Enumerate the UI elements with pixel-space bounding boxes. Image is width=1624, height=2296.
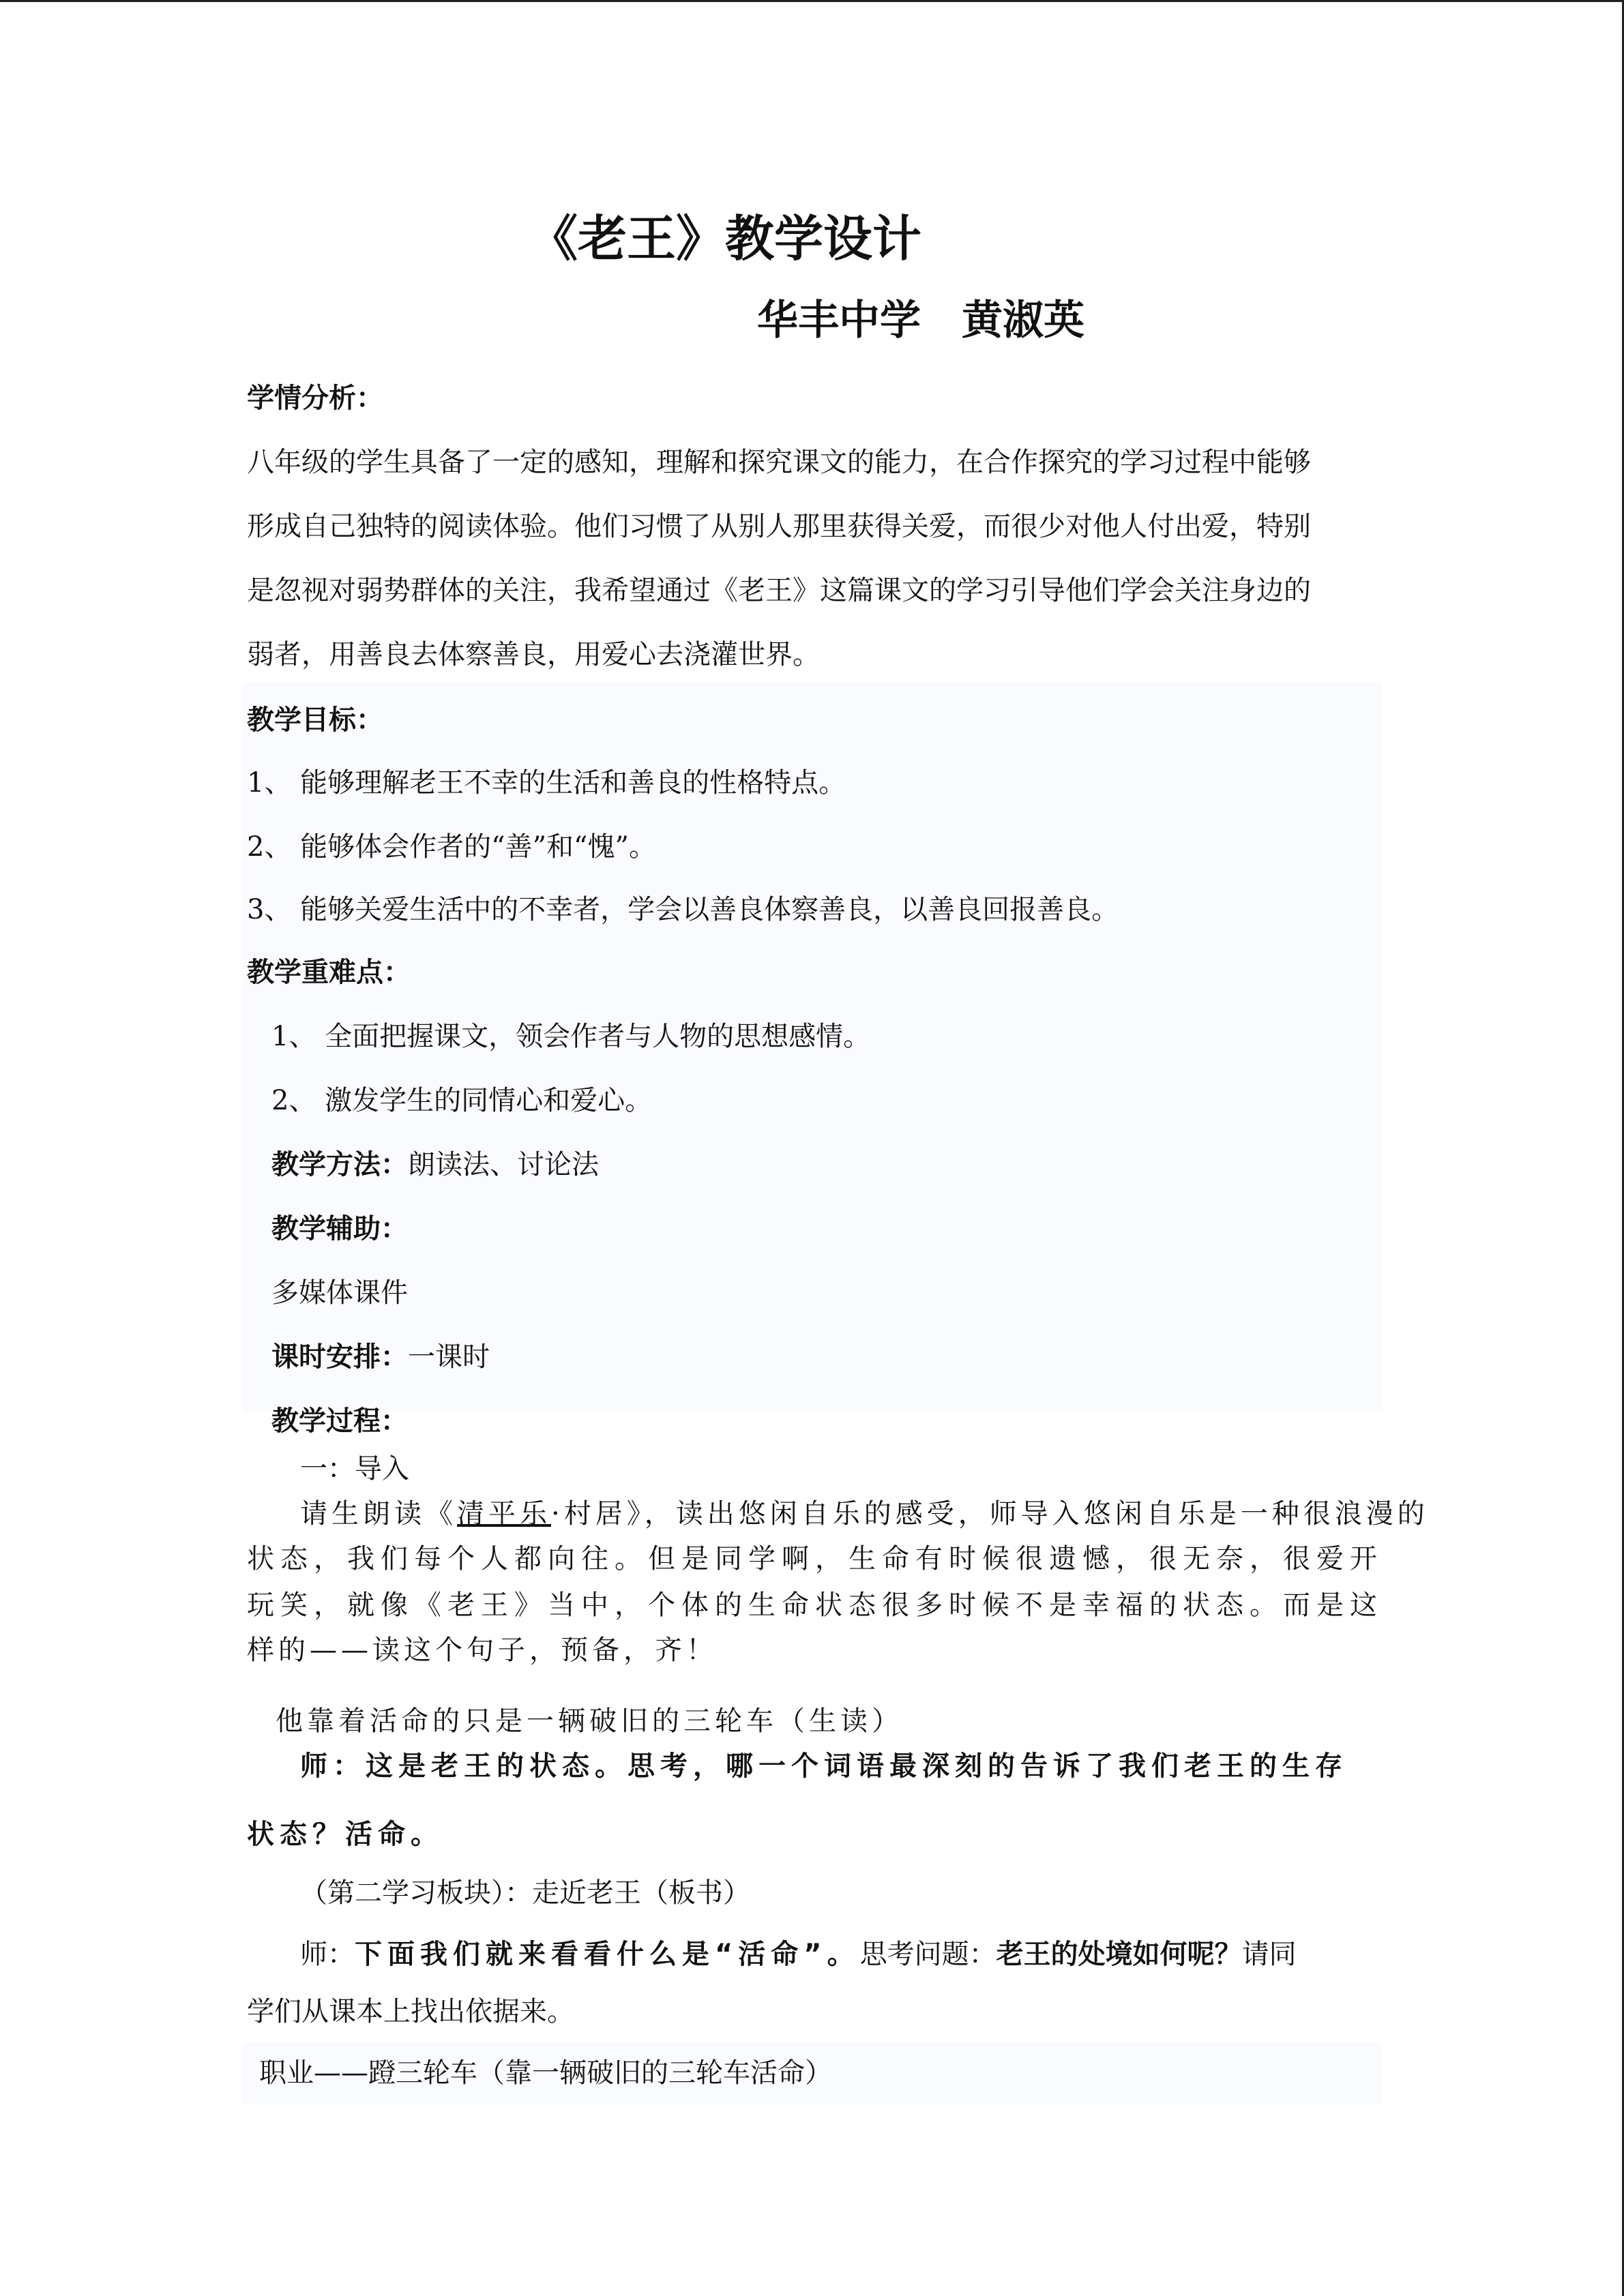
- keypoints-heading: 教学重难点：: [247, 957, 411, 988]
- situation-line-4: 弱者，用善良去体察善良，用爱心去浇灌世界。: [247, 639, 820, 670]
- aids-value: 多媒体课件: [271, 1277, 408, 1309]
- situation-heading: 学情分析：: [247, 383, 383, 414]
- teacher2-bold2: 老王的处境如何呢？: [996, 1939, 1242, 1970]
- process-step-1: 一：导入: [300, 1453, 409, 1485]
- situation-line-1: 八年级的学生具备了一定的感知，理解和探究课文的能力，在合作探究的学习过程中能够: [247, 447, 1311, 478]
- intro-suffix: ·村居》，读出悠闲自乐的感受，师导入悠闲自乐是一种很浪漫的: [551, 1498, 1429, 1530]
- section2-line: （第二学习板块）：走近老王（板书）: [300, 1877, 750, 1909]
- schedule-line: [271, 1341, 490, 1373]
- teacher1-line-2: 状态？活命。: [247, 1819, 443, 1850]
- schedule-value: 一课时: [408, 1341, 490, 1373]
- method-label: 教学方法：: [271, 1149, 408, 1180]
- job-line: 职业——蹬三轮车（靠一辆破旧的三轮车活命）: [259, 2057, 832, 2089]
- intro-prefix: 请生朗读《: [300, 1498, 457, 1530]
- author-school: 华丰中学: [757, 297, 921, 344]
- poem-title: 清平乐: [457, 1498, 551, 1530]
- goals-heading: 教学目标：: [247, 704, 383, 736]
- situation-line-2: 形成自己独特的阅读体验。他们习惯了从别人那里获得关爱，而很少对他人付出爱，特别: [247, 511, 1311, 542]
- keypoint-item-1: 1、 全面把握课文，领会作者与人物的思想感情。: [271, 1021, 871, 1052]
- method-value: 朗读法、讨论法: [408, 1149, 599, 1180]
- teacher2-mid: 思考问题：: [859, 1939, 996, 1970]
- goal-item-3: 3、 能够关爱生活中的不幸者，学会以善良体察善良，以善良回报善良。: [247, 894, 1119, 925]
- intro-line-3: 玩笑，就像《老王》当中，个体的生命状态很多时候不是幸福的状态。而是这: [247, 1590, 1383, 1621]
- aids-label: 教学辅助：: [271, 1213, 408, 1244]
- goal-item-1: 1、 能够理解老王不幸的生活和善良的性格特点。: [247, 767, 846, 799]
- teacher2-tail: 请同: [1241, 1939, 1297, 1970]
- situation-line-3: 是忽视对弱势群体的关注，我希望通过《老王》这篇课文的学习引导他们学会关注身边的: [247, 575, 1311, 606]
- intro-line-1: [300, 1497, 1429, 1530]
- intro-line-4: 样的——读这个句子，预备，齐！: [247, 1635, 718, 1666]
- page-title: 《老王》教学设计: [529, 210, 922, 267]
- teacher1-line-1: 师：这是老王的状态。思考，哪一个词语最深刻的告诉了我们老王的生存: [300, 1750, 1348, 1782]
- intro-line-2: 状态，我们每个人都向往。但是同学啊，生命有时候很遗憾，很无奈，很爱开: [247, 1543, 1383, 1575]
- teacher2-prefix: 师：: [300, 1939, 355, 1970]
- teacher2-bold: 下面我们就来看看什么是“活命”。: [355, 1939, 860, 1970]
- method-line: [271, 1148, 599, 1181]
- keypoint-item-2: 2、 激发学生的同情心和爱心。: [271, 1085, 653, 1116]
- author-name: 黄淑英: [962, 297, 1084, 344]
- goal-item-2: 2、 能够体会作者的“善”和“愧”。: [247, 831, 656, 863]
- schedule-label: 课时安排：: [271, 1341, 408, 1373]
- page-edge-top: [0, 0, 1624, 2]
- author-line: [757, 293, 1084, 348]
- process-heading: 教学过程：: [271, 1405, 408, 1437]
- teacher2-line-2: 学们从课本上找出依据来。: [247, 1996, 574, 2027]
- quote-line: 他靠着活命的只是一辆破旧的三轮车（生读）: [276, 1705, 903, 1737]
- teacher2-line-1: [300, 1938, 1297, 1971]
